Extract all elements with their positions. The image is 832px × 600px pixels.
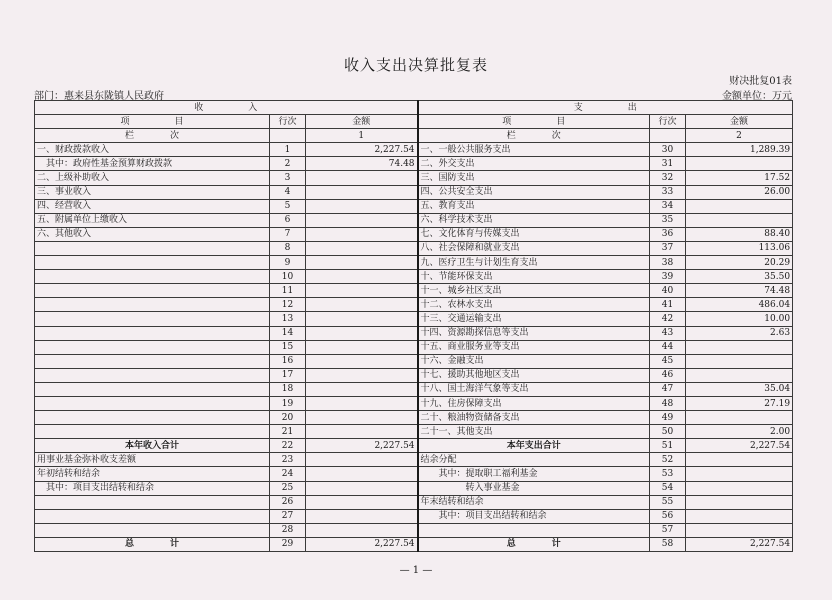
income-item-cell bbox=[35, 284, 270, 298]
income-amount-cell bbox=[306, 495, 418, 509]
income-line-cell: 19 bbox=[270, 396, 306, 410]
table-row bbox=[35, 298, 793, 312]
table-row bbox=[35, 425, 793, 439]
income-line-cell: 20 bbox=[270, 411, 306, 425]
expense-item-cell: 九、医疗卫生与计划生育支出 bbox=[418, 256, 650, 270]
income-line-cell: 5 bbox=[270, 199, 306, 213]
expense-line-header: 行次 bbox=[650, 115, 686, 129]
expense-column-number: 2 bbox=[686, 129, 793, 143]
table-row bbox=[35, 185, 793, 199]
income-amount-cell bbox=[306, 396, 418, 410]
expense-item-cell: 五、教育支出 bbox=[418, 199, 650, 213]
expense-amount-cell bbox=[686, 411, 793, 425]
expense-line-cell: 51 bbox=[650, 439, 686, 453]
expense-item-cell: 十七、援助其他地区支出 bbox=[418, 368, 650, 382]
expense-line-cell: 44 bbox=[650, 340, 686, 354]
table-row bbox=[35, 256, 793, 270]
expense-line-cell: 55 bbox=[650, 495, 686, 509]
form-code: 财决批复01表 bbox=[729, 76, 792, 87]
expense-amount-cell bbox=[686, 495, 793, 509]
income-line-cell: 16 bbox=[270, 354, 306, 368]
income-item-cell: 总 计 bbox=[35, 537, 270, 551]
table-row bbox=[35, 326, 793, 340]
income-amount-cell: 74.48 bbox=[306, 157, 418, 171]
expense-line-cell: 38 bbox=[650, 256, 686, 270]
income-amount-cell bbox=[306, 227, 418, 241]
table-row bbox=[35, 340, 793, 354]
income-line-cell: 2 bbox=[270, 157, 306, 171]
table-row bbox=[35, 143, 793, 157]
expense-line-cell: 53 bbox=[650, 467, 686, 481]
expense-line-cell: 57 bbox=[650, 523, 686, 537]
expense-amount-cell: 1,289.39 bbox=[686, 143, 793, 157]
expense-line-cell: 39 bbox=[650, 270, 686, 284]
expense-amount-cell bbox=[686, 354, 793, 368]
expense-amount-cell bbox=[686, 467, 793, 481]
income-line-cell: 9 bbox=[270, 256, 306, 270]
income-line-cell: 23 bbox=[270, 453, 306, 467]
income-line-cell: 29 bbox=[270, 537, 306, 551]
expense-item-cell: 四、公共安全支出 bbox=[418, 185, 650, 199]
expense-amount-cell: 35.50 bbox=[686, 270, 793, 284]
budget-table bbox=[34, 100, 793, 552]
income-amount-cell bbox=[306, 453, 418, 467]
table-row bbox=[35, 523, 793, 537]
income-line-cell: 15 bbox=[270, 340, 306, 354]
expense-header: 支 出 bbox=[418, 101, 793, 115]
page-number: — 1 — bbox=[399, 565, 433, 576]
income-line-cell: 28 bbox=[270, 523, 306, 537]
expense-amount-cell: 10.00 bbox=[686, 312, 793, 326]
page-title: 收入支出决算批复表 bbox=[343, 56, 488, 74]
table-row bbox=[35, 411, 793, 425]
expense-column-label: 栏 次 bbox=[418, 129, 650, 143]
expense-line-cell: 33 bbox=[650, 185, 686, 199]
table-row bbox=[35, 312, 793, 326]
income-item-cell: 三、事业收入 bbox=[35, 185, 270, 199]
income-column-blank bbox=[270, 129, 306, 143]
income-item-cell: 本年收入合计 bbox=[35, 439, 270, 453]
income-amount-cell bbox=[306, 284, 418, 298]
expense-item-cell: 六、科学技术支出 bbox=[418, 213, 650, 227]
income-amount-cell bbox=[306, 340, 418, 354]
department-label: 部门：惠来县东陇镇人民政府 bbox=[34, 91, 164, 102]
income-line-cell: 14 bbox=[270, 326, 306, 340]
table-row bbox=[35, 354, 793, 368]
expense-amount-cell: 20.29 bbox=[686, 256, 793, 270]
expense-amount-header: 金额 bbox=[686, 115, 793, 129]
income-line-cell: 4 bbox=[270, 185, 306, 199]
expense-line-cell: 35 bbox=[650, 213, 686, 227]
header-row-columns bbox=[35, 115, 793, 129]
expense-item-cell: 八、社会保障和就业支出 bbox=[418, 241, 650, 255]
table-row bbox=[35, 227, 793, 241]
expense-item-cell: 结余分配 bbox=[418, 453, 650, 467]
income-item-cell: 四、经营收入 bbox=[35, 199, 270, 213]
expense-amount-cell: 2.00 bbox=[686, 425, 793, 439]
income-item-cell bbox=[35, 270, 270, 284]
table-row bbox=[35, 396, 793, 410]
expense-amount-cell bbox=[686, 340, 793, 354]
expense-item-cell: 本年支出合计 bbox=[418, 439, 650, 453]
income-item-cell bbox=[35, 368, 270, 382]
income-line-cell: 12 bbox=[270, 298, 306, 312]
income-amount-cell: 2,227.54 bbox=[306, 439, 418, 453]
expense-item-cell: 十二、农林水支出 bbox=[418, 298, 650, 312]
income-item-cell: 用事业基金弥补收支差额 bbox=[35, 453, 270, 467]
income-line-cell: 8 bbox=[270, 241, 306, 255]
expense-item-cell: 十三、交通运输支出 bbox=[418, 312, 650, 326]
income-amount-cell bbox=[306, 171, 418, 185]
table-row bbox=[35, 270, 793, 284]
table-row bbox=[35, 382, 793, 396]
income-line-cell: 24 bbox=[270, 467, 306, 481]
income-amount-cell bbox=[306, 481, 418, 495]
total-row bbox=[35, 439, 793, 453]
expense-amount-cell: 26.00 bbox=[686, 185, 793, 199]
expense-item-cell: 其中：项目支出结转和结余 bbox=[418, 509, 650, 523]
expense-line-cell: 50 bbox=[650, 425, 686, 439]
expense-amount-cell bbox=[686, 157, 793, 171]
income-line-cell: 25 bbox=[270, 481, 306, 495]
expense-line-cell: 34 bbox=[650, 199, 686, 213]
expense-item-cell: 十一、城乡社区支出 bbox=[418, 284, 650, 298]
expense-item-cell: 三、国防支出 bbox=[418, 171, 650, 185]
income-column-number: 1 bbox=[306, 129, 418, 143]
income-item-cell bbox=[35, 495, 270, 509]
income-line-cell: 6 bbox=[270, 213, 306, 227]
income-amount-cell bbox=[306, 213, 418, 227]
expense-item-cell: 一、一般公共服务支出 bbox=[418, 143, 650, 157]
table-row bbox=[35, 481, 793, 495]
expense-amount-cell bbox=[686, 453, 793, 467]
income-amount-cell bbox=[306, 185, 418, 199]
table-row bbox=[35, 171, 793, 185]
expense-item-cell: 二十一、其他支出 bbox=[418, 425, 650, 439]
expense-line-cell: 56 bbox=[650, 509, 686, 523]
income-line-cell: 1 bbox=[270, 143, 306, 157]
expense-amount-cell: 2,227.54 bbox=[686, 537, 793, 551]
expense-item-cell: 十六、金融支出 bbox=[418, 354, 650, 368]
expense-item-cell: 转入事业基金 bbox=[418, 481, 650, 495]
expense-line-cell: 58 bbox=[650, 537, 686, 551]
table-row bbox=[35, 199, 793, 213]
income-item-cell bbox=[35, 340, 270, 354]
income-line-cell: 17 bbox=[270, 368, 306, 382]
expense-item-cell: 二、外交支出 bbox=[418, 157, 650, 171]
income-item-cell bbox=[35, 396, 270, 410]
income-amount-header: 金额 bbox=[306, 115, 418, 129]
expense-line-cell: 40 bbox=[650, 284, 686, 298]
expense-amount-cell bbox=[686, 213, 793, 227]
income-amount-cell bbox=[306, 241, 418, 255]
expense-amount-cell bbox=[686, 368, 793, 382]
table-row bbox=[35, 241, 793, 255]
income-item-cell bbox=[35, 312, 270, 326]
income-amount-cell bbox=[306, 270, 418, 284]
income-amount-cell bbox=[306, 368, 418, 382]
income-amount-cell bbox=[306, 523, 418, 537]
income-line-cell: 11 bbox=[270, 284, 306, 298]
expense-amount-cell: 35.04 bbox=[686, 382, 793, 396]
expense-amount-cell: 2.63 bbox=[686, 326, 793, 340]
amount-unit-label: 金额单位：万元 bbox=[722, 91, 792, 102]
income-item-cell: 五、附属单位上缴收入 bbox=[35, 213, 270, 227]
income-amount-cell bbox=[306, 326, 418, 340]
expense-item-cell: 十四、资源勘探信息等支出 bbox=[418, 326, 650, 340]
expense-line-cell: 30 bbox=[650, 143, 686, 157]
income-line-cell: 21 bbox=[270, 425, 306, 439]
expense-line-cell: 37 bbox=[650, 241, 686, 255]
income-item-cell: 六、其他收入 bbox=[35, 227, 270, 241]
expense-amount-cell bbox=[686, 523, 793, 537]
expense-item-cell: 十、节能环保支出 bbox=[418, 270, 650, 284]
income-line-header: 行次 bbox=[270, 115, 306, 129]
expense-item-header: 项 目 bbox=[418, 115, 650, 129]
expense-amount-cell: 17.52 bbox=[686, 171, 793, 185]
income-amount-cell bbox=[306, 298, 418, 312]
expense-amount-cell: 486.04 bbox=[686, 298, 793, 312]
income-item-cell bbox=[35, 354, 270, 368]
table-row bbox=[35, 368, 793, 382]
income-line-cell: 27 bbox=[270, 509, 306, 523]
income-amount-cell bbox=[306, 199, 418, 213]
income-line-cell: 26 bbox=[270, 495, 306, 509]
expense-line-cell: 54 bbox=[650, 481, 686, 495]
income-item-cell bbox=[35, 411, 270, 425]
income-line-cell: 22 bbox=[270, 439, 306, 453]
expense-amount-cell bbox=[686, 481, 793, 495]
expense-line-cell: 49 bbox=[650, 411, 686, 425]
expense-item-cell bbox=[418, 523, 650, 537]
income-item-cell bbox=[35, 509, 270, 523]
expense-line-cell: 45 bbox=[650, 354, 686, 368]
expense-line-cell: 43 bbox=[650, 326, 686, 340]
income-column-label: 栏 次 bbox=[35, 129, 270, 143]
income-item-cell bbox=[35, 298, 270, 312]
expense-item-cell: 二十、粮油物资储备支出 bbox=[418, 411, 650, 425]
income-amount-cell: 2,227.54 bbox=[306, 143, 418, 157]
income-header: 收 入 bbox=[35, 101, 418, 115]
table-row bbox=[35, 467, 793, 481]
expense-item-cell: 十九、住房保障支出 bbox=[418, 396, 650, 410]
income-line-cell: 3 bbox=[270, 171, 306, 185]
expense-item-cell: 其中：提取职工福利基金 bbox=[418, 467, 650, 481]
expense-line-cell: 31 bbox=[650, 157, 686, 171]
income-item-cell bbox=[35, 523, 270, 537]
expense-amount-cell: 27.19 bbox=[686, 396, 793, 410]
income-item-cell: 二、上级补助收入 bbox=[35, 171, 270, 185]
expense-item-cell: 十八、国土海洋气象等支出 bbox=[418, 382, 650, 396]
expense-amount-cell: 88.40 bbox=[686, 227, 793, 241]
income-item-cell: 其中：项目支出结转和结余 bbox=[35, 481, 270, 495]
income-item-cell: 年初结转和结余 bbox=[35, 467, 270, 481]
income-item-cell bbox=[35, 241, 270, 255]
income-amount-cell bbox=[306, 354, 418, 368]
expense-line-cell: 36 bbox=[650, 227, 686, 241]
income-amount-cell bbox=[306, 467, 418, 481]
income-item-cell bbox=[35, 256, 270, 270]
income-line-cell: 18 bbox=[270, 382, 306, 396]
income-amount-cell bbox=[306, 382, 418, 396]
income-line-cell: 13 bbox=[270, 312, 306, 326]
income-item-cell: 一、财政拨款收入 bbox=[35, 143, 270, 157]
expense-item-cell: 十五、商业服务业等支出 bbox=[418, 340, 650, 354]
income-item-cell bbox=[35, 425, 270, 439]
income-item-cell bbox=[35, 382, 270, 396]
income-item-cell: 其中：政府性基金预算财政拨款 bbox=[35, 157, 270, 171]
income-amount-cell bbox=[306, 312, 418, 326]
table-row bbox=[35, 495, 793, 509]
table-row bbox=[35, 509, 793, 523]
total-row bbox=[35, 537, 793, 551]
expense-item-cell: 年末结转和结余 bbox=[418, 495, 650, 509]
expense-line-cell: 48 bbox=[650, 396, 686, 410]
expense-amount-cell bbox=[686, 199, 793, 213]
expense-line-cell: 52 bbox=[650, 453, 686, 467]
expense-line-cell: 41 bbox=[650, 298, 686, 312]
income-amount-cell bbox=[306, 256, 418, 270]
expense-item-cell: 七、文化体育与传媒支出 bbox=[418, 227, 650, 241]
income-item-cell bbox=[35, 326, 270, 340]
expense-amount-cell: 113.06 bbox=[686, 241, 793, 255]
expense-line-cell: 32 bbox=[650, 171, 686, 185]
table-row bbox=[35, 213, 793, 227]
expense-line-cell: 46 bbox=[650, 368, 686, 382]
expense-amount-cell: 2,227.54 bbox=[686, 439, 793, 453]
expense-item-cell: 总 计 bbox=[418, 537, 650, 551]
income-line-cell: 10 bbox=[270, 270, 306, 284]
header-row-section bbox=[35, 101, 793, 115]
income-amount-cell bbox=[306, 411, 418, 425]
expense-amount-cell: 74.48 bbox=[686, 284, 793, 298]
expense-amount-cell bbox=[686, 509, 793, 523]
header-row-column-index bbox=[35, 129, 793, 143]
table-row bbox=[35, 453, 793, 467]
expense-line-cell: 42 bbox=[650, 312, 686, 326]
expense-column-blank bbox=[650, 129, 686, 143]
expense-line-cell: 47 bbox=[650, 382, 686, 396]
income-amount-cell bbox=[306, 425, 418, 439]
table-row bbox=[35, 284, 793, 298]
income-item-header: 项 目 bbox=[35, 115, 270, 129]
income-line-cell: 7 bbox=[270, 227, 306, 241]
table-row bbox=[35, 157, 793, 171]
income-amount-cell bbox=[306, 509, 418, 523]
income-amount-cell: 2,227.54 bbox=[306, 537, 418, 551]
